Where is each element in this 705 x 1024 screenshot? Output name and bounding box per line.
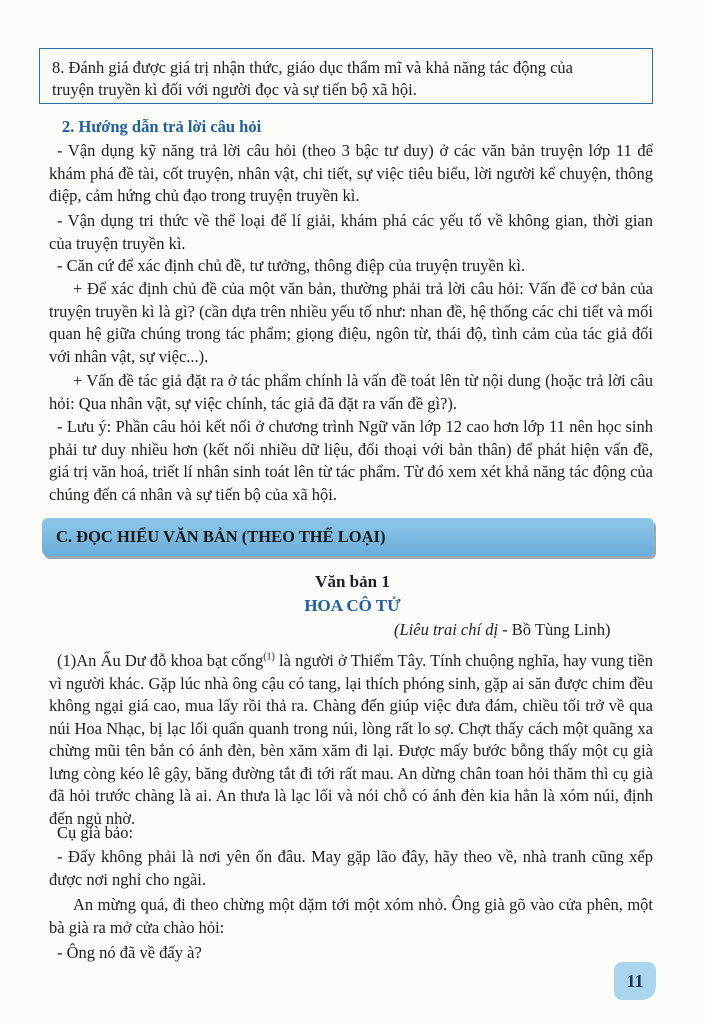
source-author: - Bồ Tùng Linh) — [498, 620, 611, 639]
story-paragraph-2: Cụ già bảo: — [57, 823, 134, 842]
text-title: HOA CÔ TỬ — [304, 596, 401, 615]
story-paragraph-3: - Đấy không phải là nơi yên ổn đâu. May gặp lão đây, hãy theo về, nhà tranh cũng xếp được nơi nghỉ cho ngài. — [49, 847, 653, 889]
story-paragraph-4: An mừng quá, đi theo chừng một dặm tới một xóm nhỏ. Ông già gõ vào cửa phên, một bà già ra mở cửa chào hỏi: — [49, 895, 653, 937]
section-banner: C. ĐỌC HIỂU VĂN BẢN (THEO THỂ LOẠI) — [42, 518, 654, 556]
paragraph-4: + Để xác định chủ đề của một văn bản, thường phải trả lời câu hỏi: Vấn đề cơ bản của truyện truyền kì là gì? (cần dựa trên nhiều yếu tố như: nhan đề, hệ thống các chi tiết và mối quan hệ giữa chúng trong tác phẩm; giọng điệu, ngôn từ, thái độ, tình cảm của tác giả đối với nhân vật, sự việc...). — [49, 279, 653, 366]
story-paragraph-5: - Ông nó đã về đấy à? — [57, 943, 202, 962]
paragraph-6: - Lưu ý: Phần câu hỏi kết nối ở chương trình Ngữ văn lớp 12 cao hơn lớp 11 nên học sinh phải tư duy nhiều hơn (kết nối nhiều dữ liệu, đối thoại với bản thân) để phát hiện vấn đề, giá trị văn hoá, triết lí nhân sinh toát lên từ tác phẩm. Từ đó xem xét khả năng tác động của chúng đến cá nhân và sự tiến bộ của xã hội. — [49, 417, 653, 504]
paragraph-5: + Vấn đề tác giả đặt ra ở tác phẩm chính là vấn đề toát lên từ nội dung (hoặc trả lời câu hỏi: Qua nhân vật, sự việc chính, tác giả đã đặt ra vấn đề gì?). — [49, 371, 653, 413]
story-p1-start: (1)An Ấu Dư đỗ khoa bạt cống — [57, 651, 264, 670]
objective-box — [39, 48, 653, 104]
paragraph-2: - Vận dụng tri thức về thể loại để lí giải, khám phá các yếu tố về không gian, thời gian của truyện truyền kì. — [49, 211, 653, 253]
text-label: Văn bản 1 — [315, 572, 390, 591]
source-work: (Liêu trai chí dị — [394, 620, 499, 639]
paragraph-3: - Căn cứ để xác định chủ đề, tư tưởng, thông điệp của truyện truyền kì. — [57, 256, 526, 275]
text-source — [394, 620, 611, 640]
story-paragraph-1 — [49, 650, 653, 830]
section-heading: 2. Hướng dẫn trả lời câu hỏi — [62, 117, 262, 136]
paragraph-1: - Vận dụng kỹ năng trả lời câu hỏi (theo 3 bậc tư duy) ở các văn bản truyện lớp 11 để khám phá đề tài, cốt truyện, nhân vật, chi tiết, sự việc tiêu biểu, lời người kể chuyện, thông điệp, cảm hứng chủ đạo trong truyện truyền kì. — [49, 141, 653, 205]
objective-line-2: truyện truyền kì đối với người đọc và sự tiến bộ xã hội. — [52, 80, 417, 99]
page-number-badge: 11 — [614, 962, 656, 1000]
footnote-marker[interactable]: (1) — [263, 651, 275, 663]
story-p1-rest: là người ở Thiểm Tây. Tính chuộng nghĩa, hay vung tiền vì người khác. Gặp lúc nhà ông cậu có tang, lại thích phóng sinh, gặp ai săn được chim đều không ngại giá cao, mua lấy rồi thả ra. Chàng đến giúp việc đưa đám, chiều tối trở về qua núi Hoa Nhạc, bị lạc lối quẩn quanh trong núi, lòng rất lo sợ. Chợt thấy cách một quãng xa chừng mũi tên bắn có ánh đèn, bèn xăm xăm đi lại. Được mấy bước bỗng thấy một cụ già lưng còng kéo lê gậy, băng đường tắt đi tới rất mau. An dừng chân toan hỏi thăm thì cụ già đã hỏi trước chàng là ai. An thưa là lạc lối và nói chỗ có ánh đèn kia hẳn là xóm núi, định đến ngủ nhờ. — [49, 651, 653, 828]
objective-line-1: 8. Đánh giá được giá trị nhận thức, giáo dục thẩm mĩ và khả năng tác động của — [52, 58, 573, 77]
